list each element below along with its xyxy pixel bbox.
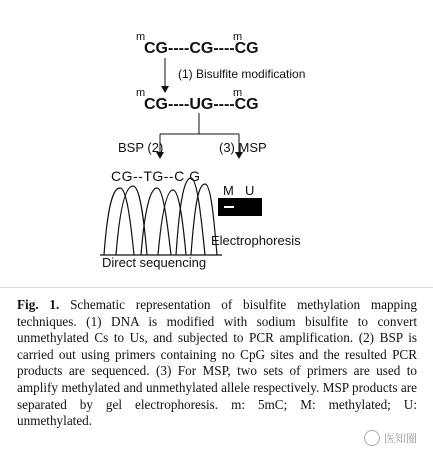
methyl-mark: m bbox=[136, 87, 146, 99]
direct-sequencing-label: Direct sequencing bbox=[102, 255, 207, 270]
methyl-mark: m bbox=[233, 31, 243, 43]
watermark-logo-icon bbox=[364, 430, 380, 446]
sequence-text: CG----CG----CG bbox=[144, 40, 259, 57]
caption-fig-label: Fig. 1. bbox=[17, 297, 60, 312]
bsp-label: BSP (2) bbox=[118, 140, 164, 155]
methyl-mark: m bbox=[233, 87, 243, 99]
gel-band bbox=[224, 206, 234, 208]
electrophoresis-gel bbox=[218, 198, 262, 216]
gel-lane-m: M bbox=[223, 183, 234, 198]
chromatogram bbox=[100, 178, 222, 255]
watermark bbox=[364, 430, 417, 446]
methyl-mark: m bbox=[136, 31, 146, 43]
electrophoresis-label: Electrophoresis bbox=[211, 233, 301, 248]
step1-label: (1) Bisulfite modification bbox=[178, 67, 306, 81]
watermark-text: 医知圈 bbox=[384, 432, 417, 445]
bsp-sequence: CG--TG--C G bbox=[111, 168, 201, 184]
sequence-text: CG----UG----CG bbox=[144, 96, 259, 113]
gel-lane-u: U bbox=[245, 183, 255, 198]
figure-caption bbox=[17, 297, 417, 430]
separator bbox=[0, 287, 433, 288]
middle-sequence bbox=[136, 87, 259, 114]
caption-text: Schematic representation of bisulfite methylation mapping techniques. (1) DNA is modified with sodium bisulfite to convert unmethylated Cs to Us, and subjected to PCR amplification. (2) BSP is carried out using primers containing no CpG sites and the resulted PCR products are sequenced. (3) For MSP, two sets of primers are used to amplify methylated and unmethylated allele respectively. MSP products are separated by gel electrophoresis. m: 5mC; M: methylated; U: unmethylated. bbox=[17, 297, 417, 429]
msp-label: (3) MSP bbox=[219, 140, 267, 155]
